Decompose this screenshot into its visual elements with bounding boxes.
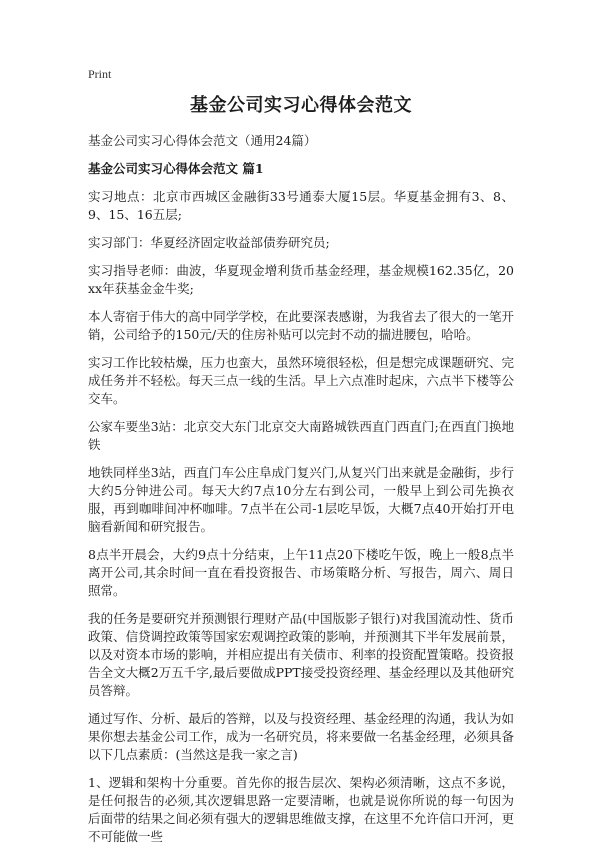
paragraph-bus-route: 公家车要坐3站：北京交大东门北京交大南路城铁西直门西直门;在西直门换地铁: [88, 419, 514, 452]
paragraph-housing: 本人寄宿于伟大的高中同学学校，在此要深表感谢，为我省去了很大的一笔开销，公司给予的150元/天的住房补贴可以完封不动的揣进腰包，哈哈。: [88, 309, 514, 342]
print-link[interactable]: Print: [88, 67, 112, 81]
document-subtitle: 基金公司实习心得体会范文（通用24篇）: [88, 133, 317, 148]
paragraph-qualities-intro: 通过写作、分析、最后的答辩，以及与投资经理、基金经理的沟通，我认为如果你想去基金公司工作，成为一名研究员，将来要做一名基金经理，必须具备以下几点素质：(当然这是我一家之言): [88, 711, 514, 762]
paragraph-location: 实习地点：北京市西城区金融街33号通泰大厦15层。华夏基金拥有3、8、9、15、16五层;: [88, 189, 514, 222]
document-page: [88, 66, 514, 856]
paragraph-morning-meeting: 8点半开晨会，大约9点十分结束，上午11点20下楼吃午饭，晚上一般8点半离开公司,其余时间一直在看投资报告、市场策略分析、写报告，周六、周日照常。: [88, 547, 514, 598]
document-title: 基金公司实习心得体会范文: [190, 95, 412, 116]
paragraph-department: 实习部门：华夏经济固定收益部债券研究员;: [88, 235, 330, 250]
paragraph-daily-routine: 实习工作比较枯燥，压力也蛮大，虽然环境很轻松，但是想完成课题研究、完成任务并不轻松。每天三点一线的生活。早上六点准时起床，六点半下楼等公交车。: [88, 355, 514, 406]
paragraph-research-task: 我的任务是要研究并预测银行理财产品(中国版影子银行)对我国流动性、货币政策、信贷调控政策等国家宏观调控政策的影响，并预测其下半年发展前景，以及对资本市场的影响，并相应提出有关债市、利率的投资配置策略。投资报告全文大概2万五千字,最后要做成PPT接受投资经理、基金经理以及其他研究员答辩。: [88, 611, 514, 698]
paragraph-subway-route: 地铁同样坐3站，西直门车公庄阜成门复兴门,从复兴门出来就是金融街，步行大约5分钟进公司。每天大约7点10分左右到公司，一般早上到公司先换衣服，再到咖啡间冲杯咖啡。7点半在公司-1层吃早饭，大概7点40开始打开电脑看新闻和研究报告。: [88, 465, 514, 534]
section-heading: 基金公司实习心得体会范文 篇1: [88, 161, 264, 176]
paragraph-logic-structure: 1、逻辑和架构十分重要。首先你的报告层次、架构必须清晰，这点不多说，是任何报告的必须,其次逻辑思路一定要清晰，也就是说你所说的每一句因为后面带的结果之间必须有强大的逻辑思维做支撑，在这里不允许信口开河，更不可能做一些: [88, 775, 514, 844]
paragraph-mentor: 实习指导老师：曲波，华夏现金增利货币基金经理，基金规模162.35亿，20xx年获基金金牛奖;: [88, 263, 514, 296]
